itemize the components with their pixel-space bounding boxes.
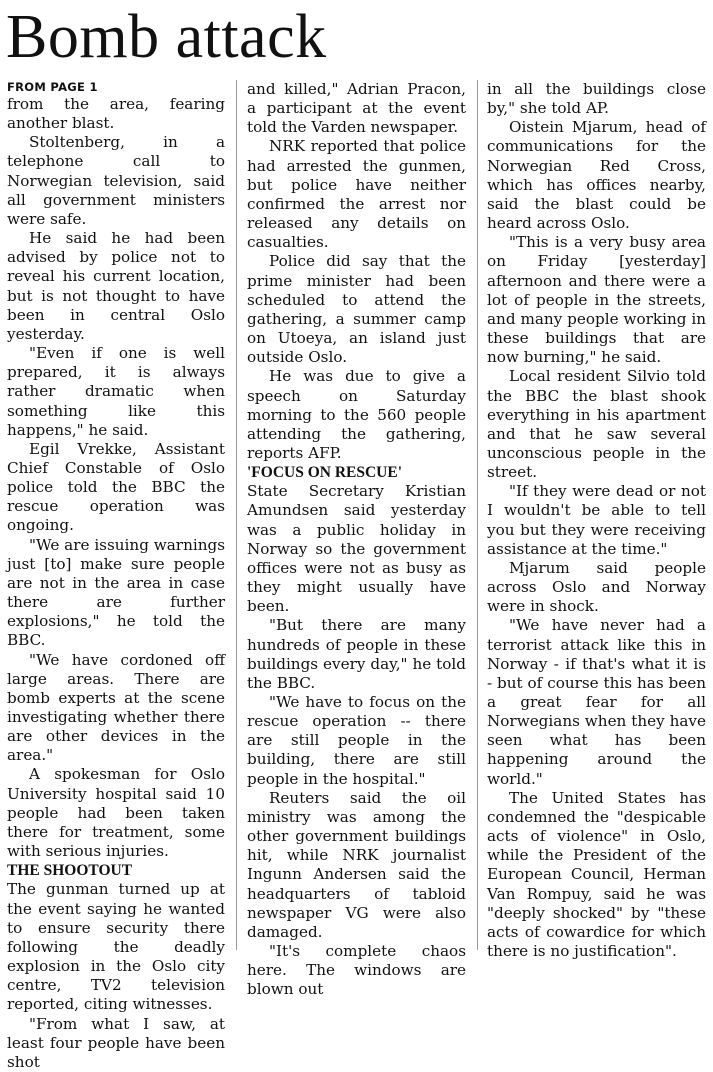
article-column-2 bbox=[247, 80, 466, 1000]
paragraph: "But there are many hundreds of people in these buildings every day," he told the BBC. bbox=[247, 616, 466, 692]
paragraph: Police did say that the prime minister had been scheduled to attend the gathering, a summer camp on Utoeya, an island just outside Oslo. bbox=[247, 252, 466, 367]
paragraph: "This is a very busy area on Friday [yesterday] afternoon and there were a lot of people in the streets, and many people working in these buildings that are now burning," he said. bbox=[487, 233, 706, 367]
continuation-kicker: FROM PAGE 1 bbox=[7, 80, 98, 94]
paragraph: He said he had been advised by police not to reveal his current location, but is not thought to have been in central Oslo yesterday. bbox=[7, 229, 225, 343]
paragraph: "Even if one is well prepared, it is always rather dramatic when something like this happens," he said. bbox=[7, 344, 225, 439]
paragraph: "We have cordoned off large areas. There are bomb experts at the scene investigating whether there are other devices in the area." bbox=[7, 650, 225, 765]
column-divider bbox=[236, 80, 237, 950]
paragraph: The United States has condemned the "despicable acts of violence" in Oslo, while the President of the European Council, Herman Van Rompuy, said he was "deeply shocked" by "these acts of cowardice for which there is no justification". bbox=[487, 788, 706, 961]
column-divider bbox=[477, 80, 478, 950]
paragraph: The gunman turned up at the event saying he wanted to ensure security there following the deadly explosion in the Oslo city centre, TV2 television reported, citing witnesses. bbox=[7, 880, 225, 1014]
subheading: 'FOCUS ON RESCUE' bbox=[247, 464, 403, 482]
paragraph: State Secretary Kristian Amundsen said yesterday was a public holiday in Norway so the government offices were not as busy as they might usually have been. bbox=[247, 482, 466, 616]
article-column-1 bbox=[7, 80, 225, 1072]
paragraph: Stoltenberg, in a telephone call to Norwegian television, said all government ministers were safe. bbox=[7, 133, 225, 228]
paragraph: Mjarum said people across Oslo and Norway were in shock. bbox=[487, 558, 706, 616]
paragraph: A spokesman for Oslo University hospital said 10 people had been taken there for treatment, some with serious injuries. bbox=[7, 765, 225, 861]
paragraph: Reuters said the oil ministry was among the other government buildings hit, while NRK journalist Ingunn Andersen said the headquarters of tabloid newspaper VG were also damaged. bbox=[247, 788, 466, 941]
paragraph: "It's complete chaos here. The windows are blown out bbox=[247, 942, 466, 999]
paragraph: Oistein Mjarum, head of communications for the Norwegian Red Cross, which has offices nearby, said the blast could be heard across Oslo. bbox=[487, 118, 706, 233]
paragraph: Egil Vrekke, Assistant Chief Constable of Oslo police told the BBC the rescue operation was ongoing. bbox=[7, 439, 225, 535]
subheading: THE SHOOTOUT bbox=[7, 862, 133, 880]
headline: Bomb attack bbox=[6, 3, 327, 71]
article-column-3 bbox=[487, 80, 706, 961]
paragraph: from the area, fearing another blast. bbox=[7, 95, 225, 133]
paragraph: "We have never had a terrorist attack like this in Norway - if that's what it is - but of course this has been a great fear for all Norwegians when they have seen what has been happening around the world." bbox=[487, 616, 706, 788]
paragraph: "We have to focus on the rescue operation -- there are still people in the building, there are still people in the hospital." bbox=[247, 693, 466, 788]
paragraph: "If they were dead or not I wouldn't be able to tell you but they were receiving assistance at the time." bbox=[487, 482, 706, 558]
paragraph: and killed," Adrian Pracon, a participant at the event told the Varden newspaper. bbox=[247, 80, 466, 137]
paragraph: "We are issuing warnings just [to] make sure people are not in the area in case there are further explosions," he told the BBC. bbox=[7, 535, 225, 650]
paragraph: in all the buildings close by," she told AP. bbox=[487, 80, 706, 118]
paragraph: Local resident Silvio told the BBC the blast shook everything in his apartment and that he saw several unconscious people in the street. bbox=[487, 367, 706, 482]
paragraph: He was due to give a speech on Saturday morning to the 560 people attending the gathering, reports AFP. bbox=[247, 367, 466, 462]
paragraph: "From what I saw, at least four people have been shot bbox=[7, 1014, 225, 1071]
paragraph: NRK reported that police had arrested the gunmen, but police have neither confirmed the arrest nor released any details on casualties. bbox=[247, 137, 466, 252]
